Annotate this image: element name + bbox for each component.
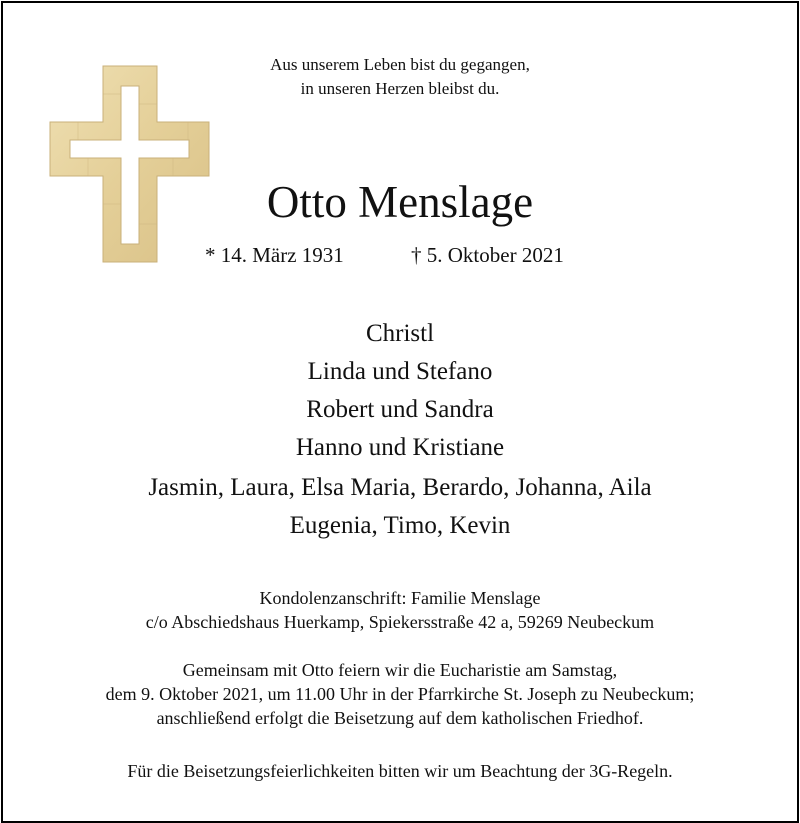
- service-line-3: anschließend erfolgt die Beisetzung auf dem katholischen Friedhof.: [156, 708, 644, 728]
- condolence-line-2: c/o Abschiedshaus Huerkamp, Spiekersstraße 42 a, 59269 Neubeckum: [145, 612, 655, 632]
- family-member: Eugenia, Timo, Kevin: [289, 512, 511, 539]
- family-member: Hanno und Kristiane: [295, 434, 505, 461]
- family-member: Christl: [365, 320, 435, 347]
- condolence-line-1: Kondolenzanschrift: Familie Menslage: [259, 588, 541, 608]
- service-line-2: dem 9. Oktober 2021, um 11.00 Uhr in der Pfarrkirche St. Joseph zu Neubeckum;: [105, 684, 695, 704]
- family-member: Jasmin, Laura, Elsa Maria, Berardo, Johanna, Aila: [148, 474, 652, 501]
- notice-text: Für die Beisetzungsfeierlichkeiten bitten wir um Beachtung der 3G-Regeln.: [127, 761, 673, 781]
- family-member: Robert und Sandra: [306, 396, 494, 423]
- deceased-name: Otto Menslage: [266, 177, 534, 227]
- birth-date: * 14. März 1931: [205, 243, 344, 267]
- death-date: † 5. Oktober 2021: [411, 243, 564, 267]
- family-member: Linda und Stefano: [307, 358, 493, 385]
- service-line-1: Gemeinsam mit Otto feiern wir die Eucharistie am Samstag,: [182, 660, 618, 680]
- motto-line-1: Aus unserem Leben bist du gegangen,: [270, 55, 530, 74]
- motto-line-2: in unseren Herzen bleibst du.: [300, 79, 500, 98]
